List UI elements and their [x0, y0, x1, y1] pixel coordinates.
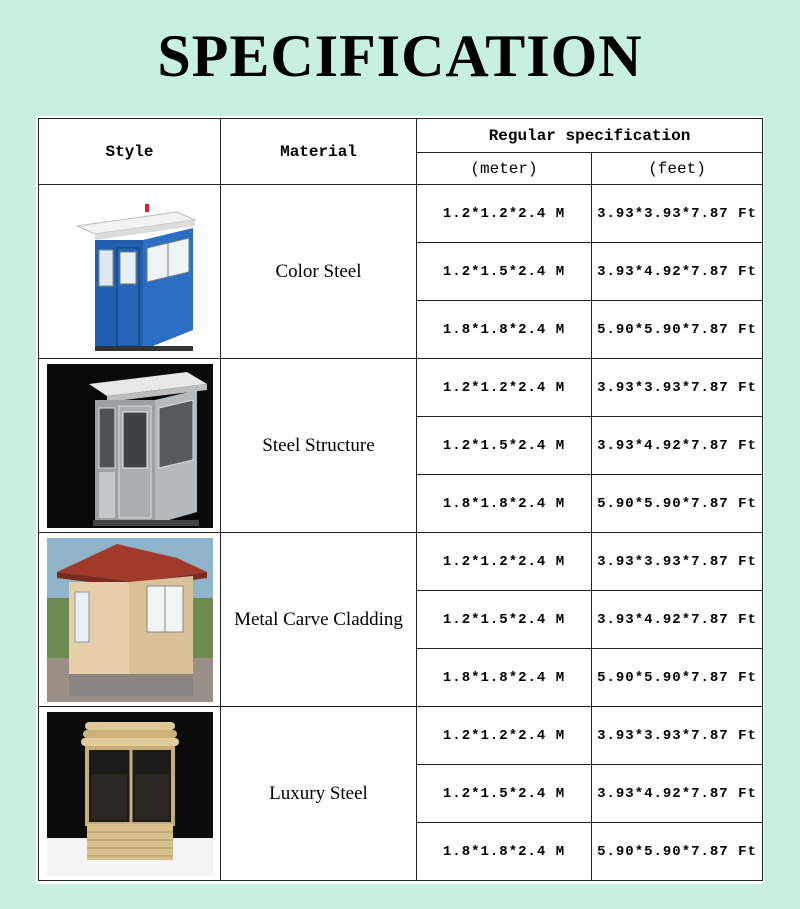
spec-feet: 3.93*4.92*7.87 Ft [592, 243, 763, 301]
spec-meter: 1.2*1.2*2.4 M [417, 185, 592, 243]
spec-meter: 1.2*1.5*2.4 M [417, 417, 592, 475]
page-title: SPECIFICATION [157, 23, 643, 89]
spec-feet: 3.93*4.92*7.87 Ft [592, 417, 763, 475]
stainless-steel-booth-image [47, 364, 213, 528]
spec-meter: 1.2*1.2*2.4 M [417, 533, 592, 591]
style-image-cell [39, 185, 221, 359]
table-row [39, 359, 763, 417]
table-row [39, 185, 763, 243]
style-image-cell [39, 707, 221, 881]
style-image-cell [39, 533, 221, 707]
style-image-cell [39, 359, 221, 533]
spec-feet: 3.93*4.92*7.87 Ft [592, 765, 763, 823]
blue-steel-booth-image [47, 190, 213, 354]
header-regular-spec: Regular specification [417, 119, 763, 153]
table-row [39, 533, 763, 591]
spec-feet: 3.93*3.93*7.87 Ft [592, 185, 763, 243]
header-feet: (feet) [592, 153, 763, 185]
material-label: Steel Structure [221, 359, 417, 533]
cladding-booth-image [47, 538, 213, 702]
spec-feet: 3.93*4.92*7.87 Ft [592, 591, 763, 649]
header-style: Style [39, 119, 221, 185]
spec-meter: 1.8*1.8*2.4 M [417, 823, 592, 881]
spec-meter: 1.2*1.2*2.4 M [417, 359, 592, 417]
spec-feet: 5.90*5.90*7.87 Ft [592, 301, 763, 359]
spec-meter: 1.2*1.2*2.4 M [417, 707, 592, 765]
material-label: Metal Carve Cladding [221, 533, 417, 707]
spec-feet: 3.93*3.93*7.87 Ft [592, 359, 763, 417]
spec-feet: 5.90*5.90*7.87 Ft [592, 649, 763, 707]
spec-feet: 5.90*5.90*7.87 Ft [592, 475, 763, 533]
material-label: Color Steel [221, 185, 417, 359]
spec-meter: 1.2*1.5*2.4 M [417, 765, 592, 823]
table-row [39, 707, 763, 765]
header-meter: (meter) [417, 153, 592, 185]
spec-sheet [36, 116, 764, 884]
spec-table [38, 118, 763, 881]
spec-meter: 1.8*1.8*2.4 M [417, 301, 592, 359]
header-material: Material [221, 119, 417, 185]
material-label: Luxury Steel [221, 707, 417, 881]
spec-meter: 1.2*1.5*2.4 M [417, 243, 592, 301]
spec-meter: 1.8*1.8*2.4 M [417, 475, 592, 533]
luxury-booth-image [47, 712, 213, 876]
spec-meter: 1.2*1.5*2.4 M [417, 591, 592, 649]
spec-feet: 3.93*3.93*7.87 Ft [592, 707, 763, 765]
spec-feet: 5.90*5.90*7.87 Ft [592, 823, 763, 881]
spec-feet: 3.93*3.93*7.87 Ft [592, 533, 763, 591]
spec-meter: 1.8*1.8*2.4 M [417, 649, 592, 707]
